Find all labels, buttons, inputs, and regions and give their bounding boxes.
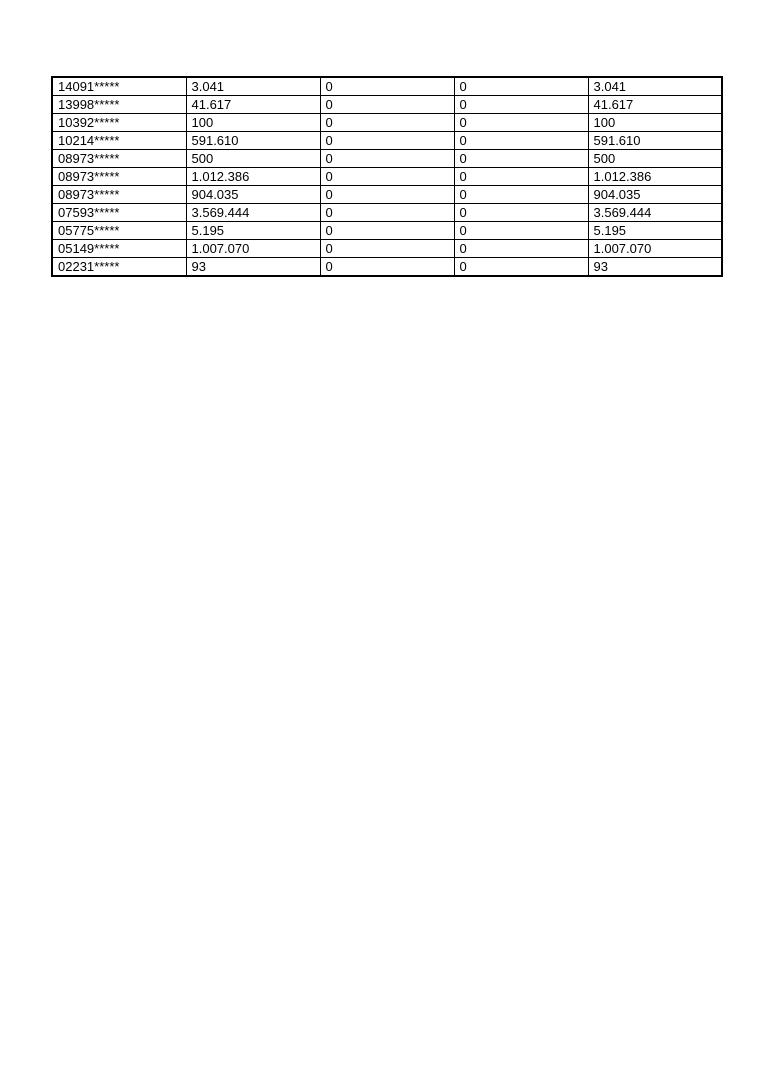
zero-cell-a: 0	[320, 222, 454, 240]
value-cell: 93	[186, 258, 320, 277]
zero-cell-a: 0	[320, 77, 454, 96]
total-cell: 1.007.070	[588, 240, 722, 258]
value-cell: 3.569.444	[186, 204, 320, 222]
total-cell: 3.041	[588, 77, 722, 96]
table-row	[52, 132, 722, 150]
zero-cell-b: 0	[454, 114, 588, 132]
total-cell: 41.617	[588, 96, 722, 114]
total-cell: 3.569.444	[588, 204, 722, 222]
zero-cell-a: 0	[320, 204, 454, 222]
table-row	[52, 204, 722, 222]
value-cell: 5.195	[186, 222, 320, 240]
total-cell: 93	[588, 258, 722, 277]
value-cell: 100	[186, 114, 320, 132]
zero-cell-b: 0	[454, 96, 588, 114]
zero-cell-a: 0	[320, 150, 454, 168]
value-cell: 500	[186, 150, 320, 168]
table-body	[52, 77, 722, 276]
value-cell: 904.035	[186, 186, 320, 204]
zero-cell-b: 0	[454, 258, 588, 277]
total-cell: 5.195	[588, 222, 722, 240]
zero-cell-a: 0	[320, 240, 454, 258]
table-row	[52, 96, 722, 114]
zero-cell-b: 0	[454, 77, 588, 96]
id-cell: 13998*****	[52, 96, 186, 114]
zero-cell-b: 0	[454, 132, 588, 150]
total-cell: 1.012.386	[588, 168, 722, 186]
zero-cell-a: 0	[320, 186, 454, 204]
data-table	[51, 76, 723, 277]
total-cell: 591.610	[588, 132, 722, 150]
id-cell: 07593*****	[52, 204, 186, 222]
id-cell: 08973*****	[52, 186, 186, 204]
value-cell: 3.041	[186, 77, 320, 96]
total-cell: 904.035	[588, 186, 722, 204]
zero-cell-a: 0	[320, 258, 454, 277]
table-row	[52, 114, 722, 132]
id-cell: 05775*****	[52, 222, 186, 240]
total-cell: 100	[588, 114, 722, 132]
id-cell: 10392*****	[52, 114, 186, 132]
id-cell: 10214*****	[52, 132, 186, 150]
zero-cell-b: 0	[454, 222, 588, 240]
id-cell: 02231*****	[52, 258, 186, 277]
zero-cell-a: 0	[320, 132, 454, 150]
id-cell: 08973*****	[52, 150, 186, 168]
zero-cell-b: 0	[454, 150, 588, 168]
table-row	[52, 77, 722, 96]
value-cell: 1.007.070	[186, 240, 320, 258]
total-cell: 500	[588, 150, 722, 168]
table-row	[52, 222, 722, 240]
table-row	[52, 240, 722, 258]
table-row	[52, 168, 722, 186]
value-cell: 591.610	[186, 132, 320, 150]
table-row	[52, 186, 722, 204]
zero-cell-b: 0	[454, 204, 588, 222]
id-cell: 08973*****	[52, 168, 186, 186]
zero-cell-a: 0	[320, 114, 454, 132]
table-row	[52, 150, 722, 168]
zero-cell-a: 0	[320, 168, 454, 186]
zero-cell-b: 0	[454, 240, 588, 258]
id-cell: 05149*****	[52, 240, 186, 258]
zero-cell-a: 0	[320, 96, 454, 114]
value-cell: 41.617	[186, 96, 320, 114]
id-cell: 14091*****	[52, 77, 186, 96]
zero-cell-b: 0	[454, 168, 588, 186]
table-row	[52, 258, 722, 277]
value-cell: 1.012.386	[186, 168, 320, 186]
zero-cell-b: 0	[454, 186, 588, 204]
